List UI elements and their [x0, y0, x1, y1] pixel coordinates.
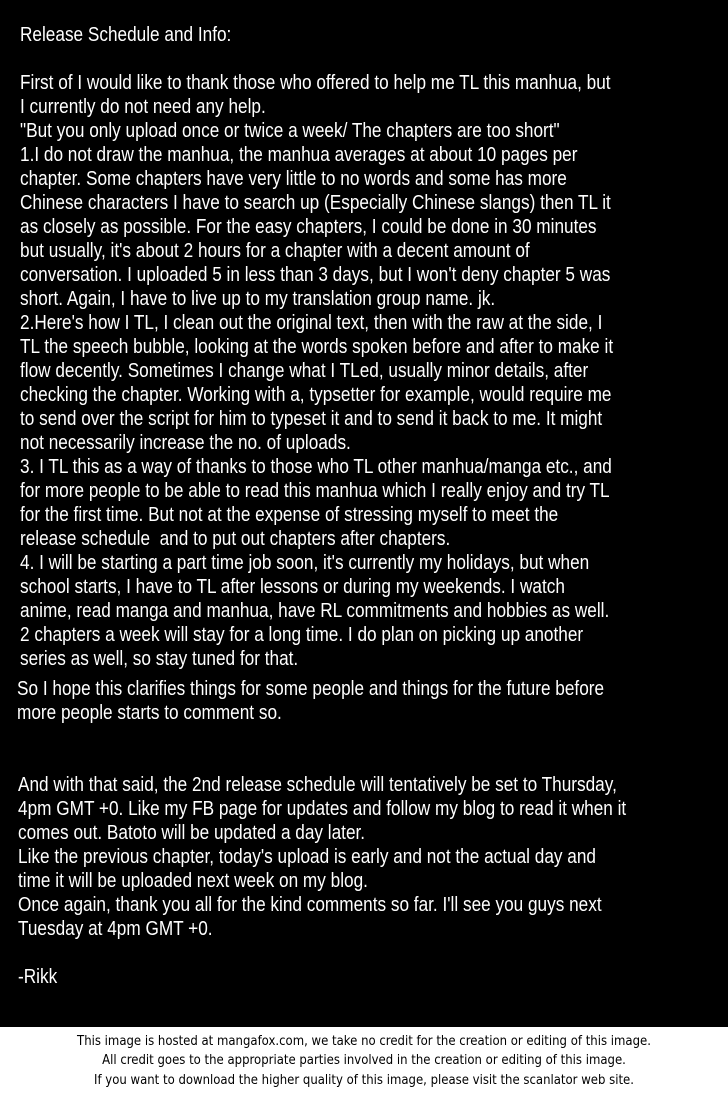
signature: -Rikk	[18, 966, 58, 988]
text-line: TL the speech bubble, looking at the words spoken before and after to make it	[20, 336, 614, 358]
text-line: 2.Here's how I TL, I clean out the original text, then with the raw at the side, I	[20, 312, 603, 334]
text-line: Tuesday at 4pm GMT +0.	[18, 918, 213, 940]
text-line: for more people to be able to read this manhua which I really enjoy and try TL	[20, 480, 610, 502]
text-line: conversation. I uploaded 5 in less than 3 days, but I won't deny chapter 5 was	[20, 264, 611, 286]
text-line: 1.I do not draw the manhua, the manhua averages at about 10 pages per	[20, 144, 578, 166]
hosting-disclaimer	[0, 1027, 728, 1094]
notice-title: Release Schedule and Info:	[20, 24, 232, 46]
text-line: chapter. Some chapters have very little to no words and some has more	[20, 168, 567, 190]
text-line: to send over the script for him to typeset it and to send it back to me. It might	[20, 408, 603, 430]
text-line: time it will be uploaded next week on my blog.	[18, 870, 368, 892]
text-line: 3. I TL this as a way of thanks to those who TL other manhua/manga etc., and	[20, 456, 612, 478]
text-line: short. Again, I have to live up to my translation group name. jk.	[20, 288, 496, 310]
text-line: school starts, I have to TL after lessons or during my weekends. I watch	[20, 576, 565, 598]
text-line: So I hope this clarifies things for some people and things for the future before	[17, 678, 605, 700]
text-line: Like the previous chapter, today's upload is early and not the actual day and	[18, 846, 596, 868]
text-line: Once again, thank you all for the kind comments so far. I'll see you guys next	[18, 894, 602, 916]
text-line: I currently do not need any help.	[20, 96, 266, 118]
text-line: as closely as possible. For the easy chapters, I could be done in 30 minutes	[20, 216, 597, 238]
disclaimer-line: If you want to download the higher quality of this image, please visit the scanlator web site.	[94, 1073, 634, 1088]
text-line: anime, read manga and manhua, have RL commitments and hobbies as well.	[20, 600, 610, 622]
text-line: "But you only upload once or twice a week/ The chapters are too short"	[20, 120, 560, 142]
text-line: 4. I will be starting a part time job soon, it's currently my holidays, but when	[20, 552, 590, 574]
text-line: comes out. Batoto will be updated a day later.	[18, 822, 366, 844]
disclaimer-line: All credit goes to the appropriate parties involved in the creation or editing of this image.	[102, 1053, 626, 1068]
text-line: not necessarily increase the no. of uploads.	[20, 432, 351, 454]
text-line: And with that said, the 2nd release schedule will tentatively be set to Thursday,	[18, 774, 617, 796]
text-line: 2 chapters a week will stay for a long time. I do plan on picking up another	[20, 624, 584, 646]
text-line: series as well, so stay tuned for that.	[20, 648, 299, 670]
disclaimer-line: This image is hosted at mangafox.com, we take no credit for the creation or editing of this image.	[77, 1034, 651, 1049]
text-line: but usually, it's about 2 hours for a chapter with a decent amount of	[20, 240, 530, 262]
text-line: for the first time. But not at the expense of stressing myself to meet the	[20, 504, 559, 526]
text-line: First of I would like to thank those who offered to help me TL this manhua, but	[20, 72, 611, 94]
text-line: flow decently. Sometimes I change what I TLed, usually minor details, after	[20, 360, 589, 382]
text-line: more people starts to comment so.	[17, 702, 282, 724]
text-line: Chinese characters I have to search up (Especially Chinese slangs) then TL it	[20, 192, 611, 214]
text-line: checking the chapter. Working with a, typsetter for example, would require me	[20, 384, 612, 406]
text-line: release schedule and to put out chapters after chapters.	[20, 528, 451, 550]
text-line: 4pm GMT +0. Like my FB page for updates and follow my blog to read it when it	[18, 798, 627, 820]
